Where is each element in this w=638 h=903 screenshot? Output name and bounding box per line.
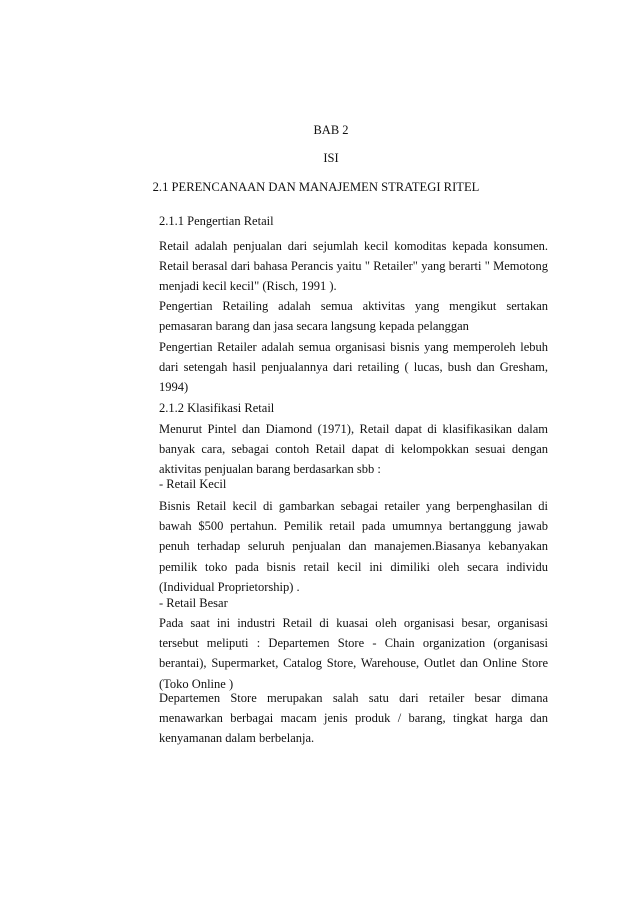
paragraph-klasifikasi-intro: Menurut Pintel dan Diamond (1971), Retail dapat di klasifikasikan dalam banyak cara, sebagai contoh Retail dapat di kelompokkan sesuai dengan aktivitas penjualan barang berdasarkan sbb : (159, 422, 548, 477)
paragraph-retail-besar: Pada saat ini industri Retail di kuasai oleh organisasi besar, organisasi tersebut meliputi : Departemen Store - Chain organization (organisasi berantai), Supermarket, Catalog Store, Warehouse, Outlet dan Online Store (Toko Online ) (159, 616, 548, 691)
paragraph-retailing-definition: Pengertian Retailing adalah semua aktivitas yang mengikut sertakan pemasaran barang dan jasa secara langsung kepada pelanggan (159, 299, 548, 334)
list-label-retail-besar: - Retail Besar (159, 596, 228, 610)
paragraph-retail-definition: Retail adalah penjualan dari sejumlah kecil komoditas kepada konsumen. Retail berasal dari bahasa Perancis yaitu " Retailer" yang berarti " Memotong menjadi kecil kecil" (Risch, 1991 ). (159, 239, 548, 294)
section-title: 2.1 PERENCANAAN DAN MANAJEMEN STRATEGI RITEL (152, 180, 480, 194)
chapter-subtitle: ISI (323, 151, 339, 165)
paragraph-retailer-definition: Pengertian Retailer adalah semua organisasi bisnis yang memperoleh lebuh dari setengah hasil penjualannya dari retailing ( lucas, bush dan Gresham, 1994) (159, 340, 548, 395)
list-label-retail-kecil: - Retail Kecil (159, 477, 227, 491)
subsection-heading-pengertian: 2.1.1 Pengertian Retail (159, 214, 274, 228)
chapter-heading: BAB 2 (313, 123, 349, 137)
paragraph-retail-kecil: Bisnis Retail kecil di gambarkan sebagai retailer yang berpenghasilan di bawah $500 pertahun. Pemilik retail pada umumnya bertanggung jawab penuh terhadap seluruh penjualan dan manajemen.Biasanya kebanyakan pemilik toko pada bisnis retail kecil ini dimiliki oleh secara individu (Individual Proprietorship) . (159, 499, 548, 594)
paragraph-departemen-store: Departemen Store merupakan salah satu dari retailer besar dimana menawarkan berbagai macam jenis produk / barang, tingkat harga dan kenyamanan dalam berbelanja. (159, 691, 548, 746)
subsection-heading-klasifikasi: 2.1.2 Klasifikasi Retail (159, 401, 275, 415)
